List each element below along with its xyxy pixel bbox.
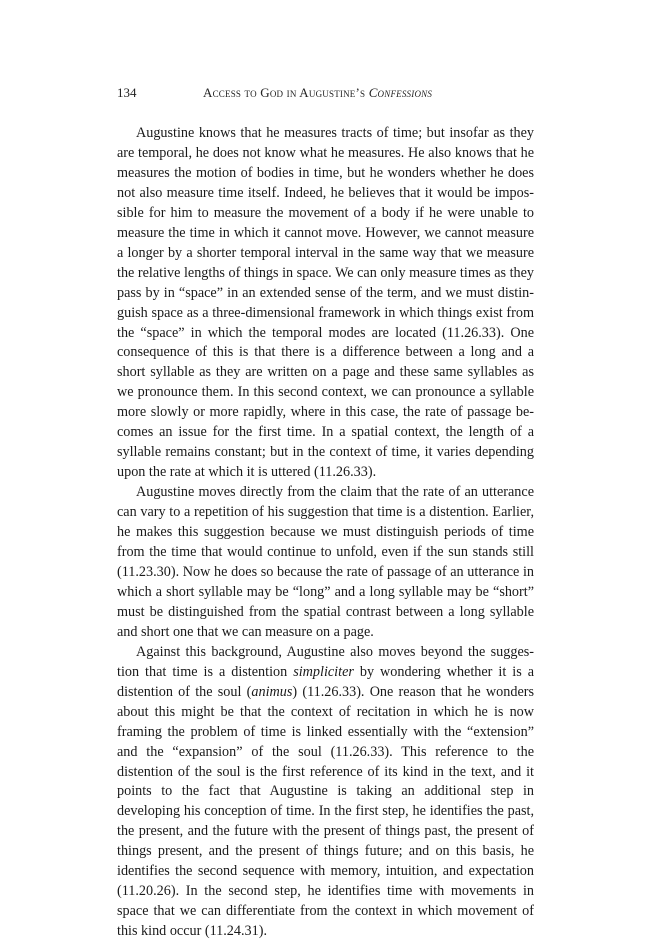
- paragraph-3-part-1: Against this background, Augustine also moves beyond the suggestion that time is a distention: [117, 643, 534, 680]
- running-title: [203, 85, 432, 101]
- paragraph-3-italic-animus: animus: [251, 683, 293, 700]
- body-text: [117, 124, 534, 942]
- running-title-main: Access to God in Augustine’s: [203, 85, 366, 100]
- page-number: 134: [117, 85, 137, 100]
- running-title-italic: Confessions: [368, 85, 433, 100]
- paragraph-3-part-2: by wondering whether it is a distention of the soul (: [117, 663, 534, 700]
- paragraph-2: Augustine moves directly from the claim that the rate of an utterance can vary to a repetition of his suggestion that time is a distention. Earlier, he makes this suggestion because we must distinguish periods of time from the time that would continue to unfold, even if the sun stands still (11.23.30). Now he does so because the rate of passage of an utterance in which a short syllable may be “long” and a long syllable may be “short” must be distinguished from the spatial contrast between a long syllable and short one that we can measure on a page.: [117, 484, 534, 640]
- paragraph-3-italic-simpliciter: simpliciter: [293, 663, 354, 680]
- paragraph-3-part-3: ) (11.26.33). One reason that he wonders about this might be that the context of recitation in which he is now framing the problem of time is linked essentially with the “extension” and the “expansion” of the soul (11.26.33). This reference to the distention of the soul is the first reference of its kind in the text, and it points to the fact that Augustine is taking an additional step in developing his conception of time. In the first step, he identifies the past, the present, and the future with the present of things past, the present of things present, and the present of things future; and on this basis, he identifies the second sequence with memory, intuition, and expectation (11.20.26). In the second step, he identifies time with movements in space that we can differentiate from the context in which movement of this kind occur (11.24.31).: [117, 683, 534, 940]
- paragraph-3: [117, 643, 534, 942]
- running-head: [117, 85, 534, 105]
- paragraph-1: Augustine knows that he measures tracts of time; but insofar as they are temporal, he does not know what he measures. He also knows that he measures the motion of bodies in time, but he wonders whether he does not also measure time itself. Indeed, he believes that it would be impossible for him to measure the movement of a body if he were unable to measure the time in which it cannot move. However, we cannot measure a longer by a shorter temporal interval in the same way that we measure the relative lengths of things in space. We can only measure times as they pass by in “space” in an extended sense of the term, and we must distinguish space as a three-dimensional framework in which things exist from the “space” in which the temporal modes are located (11.26.33). One consequence of this is that there is a difference between a long and a short syllable as they are written on a page and these same syllables as we pronounce them. In this second context, we can pronounce a syllable more slowly or more rapidly, where in this case, the rate of passage becomes an issue for the first time. In a spatial context, the length of a syllable remains constant; but in the context of time, it varies depending upon the rate at which it is uttered (11.26.33).: [117, 125, 535, 481]
